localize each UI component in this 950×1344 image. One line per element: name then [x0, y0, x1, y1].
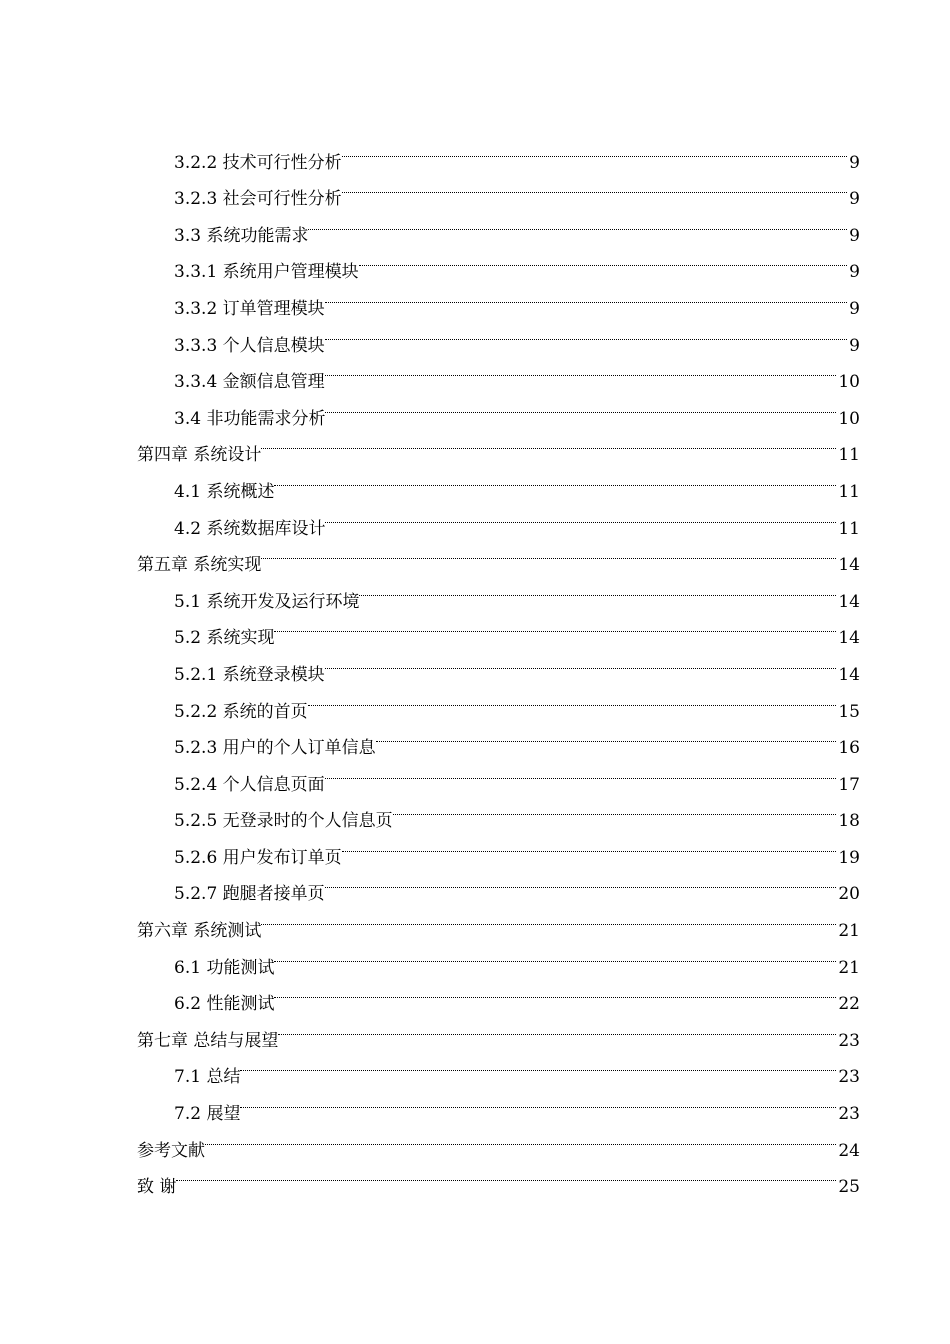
- toc-entry[interactable]: [174, 497, 860, 539]
- toc-dot-leader: [176, 1156, 838, 1193]
- toc-entry[interactable]: [174, 717, 860, 759]
- toc-dot-leader: [325, 277, 850, 314]
- toc-entry[interactable]: [174, 387, 860, 429]
- toc-entry-page-number: 9: [849, 298, 860, 319]
- toc-entry-title: 3.2.2 技术可行性分析: [174, 152, 342, 173]
- toc-entry-page-number: 17: [838, 774, 860, 795]
- toc-entry[interactable]: [137, 1009, 860, 1051]
- toc-entry-page-number: 21: [838, 921, 860, 942]
- toc-dot-leader: [274, 973, 838, 1010]
- toc-entry-page-number: 14: [838, 664, 860, 685]
- toc-entry-title: 4.1 系统概述: [174, 481, 275, 502]
- toc-entry-title: 参考文献: [137, 1140, 205, 1161]
- toc-dot-leader: [325, 387, 838, 424]
- toc-entry-page-number: 23: [838, 1067, 860, 1088]
- toc-entry-title: 第六章 系统测试: [137, 921, 262, 942]
- toc-entry[interactable]: [174, 973, 860, 1015]
- toc-entry-title: 7.2 展望: [174, 1104, 241, 1125]
- toc-entry[interactable]: [174, 936, 860, 978]
- toc-entry-page-number: 22: [838, 994, 860, 1015]
- toc-entry[interactable]: [174, 1046, 860, 1088]
- toc-dot-leader: [274, 607, 838, 644]
- toc-entry-page-number: 14: [838, 591, 860, 612]
- toc-entry[interactable]: [174, 753, 860, 795]
- toc-dot-leader: [240, 1046, 838, 1083]
- toc-entry[interactable]: [174, 680, 860, 722]
- toc-entry-page-number: 23: [838, 1030, 860, 1051]
- toc-entry-title: 5.2.2 系统的首页: [174, 701, 308, 722]
- toc-entry-page-number: 19: [838, 847, 860, 868]
- toc-entry-page-number: 15: [838, 701, 860, 722]
- toc-entry-page-number: 11: [838, 518, 860, 539]
- table-of-contents: [0, 131, 950, 1198]
- toc-entry-title: 6.1 功能测试: [174, 957, 275, 978]
- toc-entry[interactable]: [174, 314, 860, 356]
- toc-entry-title: 5.2.7 跑腿者接单页: [174, 884, 325, 905]
- toc-entry-page-number: 9: [849, 262, 860, 283]
- toc-entry[interactable]: [174, 570, 860, 612]
- toc-entry[interactable]: [137, 534, 860, 576]
- toc-entry-page-number: 9: [849, 189, 860, 210]
- toc-dot-leader: [325, 351, 839, 388]
- toc-entry-page-number: 20: [838, 884, 860, 905]
- toc-dot-leader: [342, 131, 850, 168]
- toc-entry-page-number: 9: [849, 225, 860, 246]
- toc-entry[interactable]: [174, 131, 860, 173]
- toc-entry-page-number: 24: [838, 1140, 860, 1161]
- toc-dot-leader: [205, 1119, 838, 1156]
- toc-entry-title: 5.2.4 个人信息页面: [174, 774, 325, 795]
- toc-entry[interactable]: [174, 241, 860, 283]
- toc-dot-leader: [359, 241, 850, 278]
- toc-dot-leader: [393, 790, 839, 827]
- toc-entry-title: 3.4 非功能需求分析: [174, 408, 326, 429]
- toc-entry-title: 致 谢: [137, 1177, 177, 1198]
- toc-dot-leader: [308, 204, 849, 241]
- toc-entry-title: 3.3.1 系统用户管理模块: [174, 262, 359, 283]
- toc-dot-leader: [325, 753, 839, 790]
- toc-entry-page-number: 11: [838, 481, 860, 502]
- toc-entry[interactable]: [137, 424, 860, 466]
- toc-dot-leader: [342, 826, 839, 863]
- toc-entry-page-number: 23: [838, 1104, 860, 1125]
- toc-dot-leader: [342, 168, 850, 205]
- toc-entry-page-number: 9: [849, 152, 860, 173]
- toc-entry-page-number: 18: [838, 811, 860, 832]
- toc-entry[interactable]: [174, 460, 860, 502]
- toc-entry-title: 第七章 总结与展望: [137, 1030, 279, 1051]
- toc-entry[interactable]: [174, 826, 860, 868]
- toc-dot-leader: [274, 460, 838, 497]
- toc-entry-title: 7.1 总结: [174, 1067, 241, 1088]
- toc-entry[interactable]: [174, 1082, 860, 1125]
- toc-entry[interactable]: [174, 863, 860, 905]
- toc-entry-page-number: 11: [838, 445, 860, 466]
- toc-entry-page-number: 9: [849, 335, 860, 356]
- toc-entry-title: 3.3 系统功能需求: [174, 225, 309, 246]
- toc-entry-title: 3.3.4 金额信息管理: [174, 372, 325, 393]
- toc-entry-page-number: 21: [838, 957, 860, 978]
- toc-dot-leader: [325, 497, 838, 534]
- toc-entry-title: 3.2.3 社会可行性分析: [174, 189, 342, 210]
- toc-entry-title: 第五章 系统实现: [137, 555, 262, 576]
- toc-entry-page-number: 14: [838, 555, 860, 576]
- toc-dot-leader: [325, 863, 839, 900]
- toc-dot-leader: [325, 314, 850, 351]
- toc-entry-title: 5.1 系统开发及运行环境: [174, 591, 360, 612]
- toc-entry-title: 3.3.3 个人信息模块: [174, 335, 325, 356]
- toc-entry-title: 第四章 系统设计: [137, 445, 262, 466]
- toc-dot-leader: [278, 1009, 838, 1046]
- toc-entry[interactable]: [174, 351, 860, 393]
- toc-entry[interactable]: [174, 277, 860, 319]
- toc-entry-page-number: 10: [838, 372, 860, 393]
- toc-entry-page-number: 14: [838, 628, 860, 649]
- toc-entry-title: 5.2.1 系统登录模块: [174, 664, 325, 685]
- toc-entry[interactable]: [137, 899, 860, 942]
- toc-entry[interactable]: [137, 1119, 860, 1161]
- toc-entry[interactable]: [137, 1156, 860, 1198]
- toc-entry[interactable]: [174, 643, 860, 685]
- toc-dot-leader: [359, 570, 838, 607]
- toc-entry[interactable]: [174, 204, 860, 246]
- toc-entry-page-number: 16: [838, 738, 860, 759]
- toc-entry-title: 3.3.2 订单管理模块: [174, 298, 325, 319]
- toc-entry-page-number: 10: [838, 408, 860, 429]
- toc-entry-title: 5.2.5 无登录时的个人信息页: [174, 811, 393, 832]
- toc-dot-leader: [308, 680, 839, 717]
- toc-entry-title: 5.2 系统实现: [174, 628, 275, 649]
- toc-entry-title: 4.2 系统数据库设计: [174, 518, 326, 539]
- toc-entry[interactable]: [174, 607, 860, 649]
- toc-dot-leader: [240, 1082, 838, 1119]
- toc-entry[interactable]: [174, 790, 860, 832]
- toc-dot-leader: [261, 899, 838, 936]
- toc-dot-leader: [325, 643, 839, 680]
- toc-dot-leader: [261, 424, 838, 461]
- toc-dot-leader: [261, 534, 838, 571]
- toc-entry-page-number: 25: [838, 1177, 860, 1198]
- toc-dot-leader: [274, 936, 838, 973]
- toc-entry[interactable]: [174, 168, 860, 210]
- toc-entry-title: 5.2.6 用户发布订单页: [174, 847, 342, 868]
- toc-entry-title: 5.2.3 用户的个人订单信息: [174, 738, 376, 759]
- toc-dot-leader: [376, 717, 839, 754]
- toc-entry-title: 6.2 性能测试: [174, 994, 275, 1015]
